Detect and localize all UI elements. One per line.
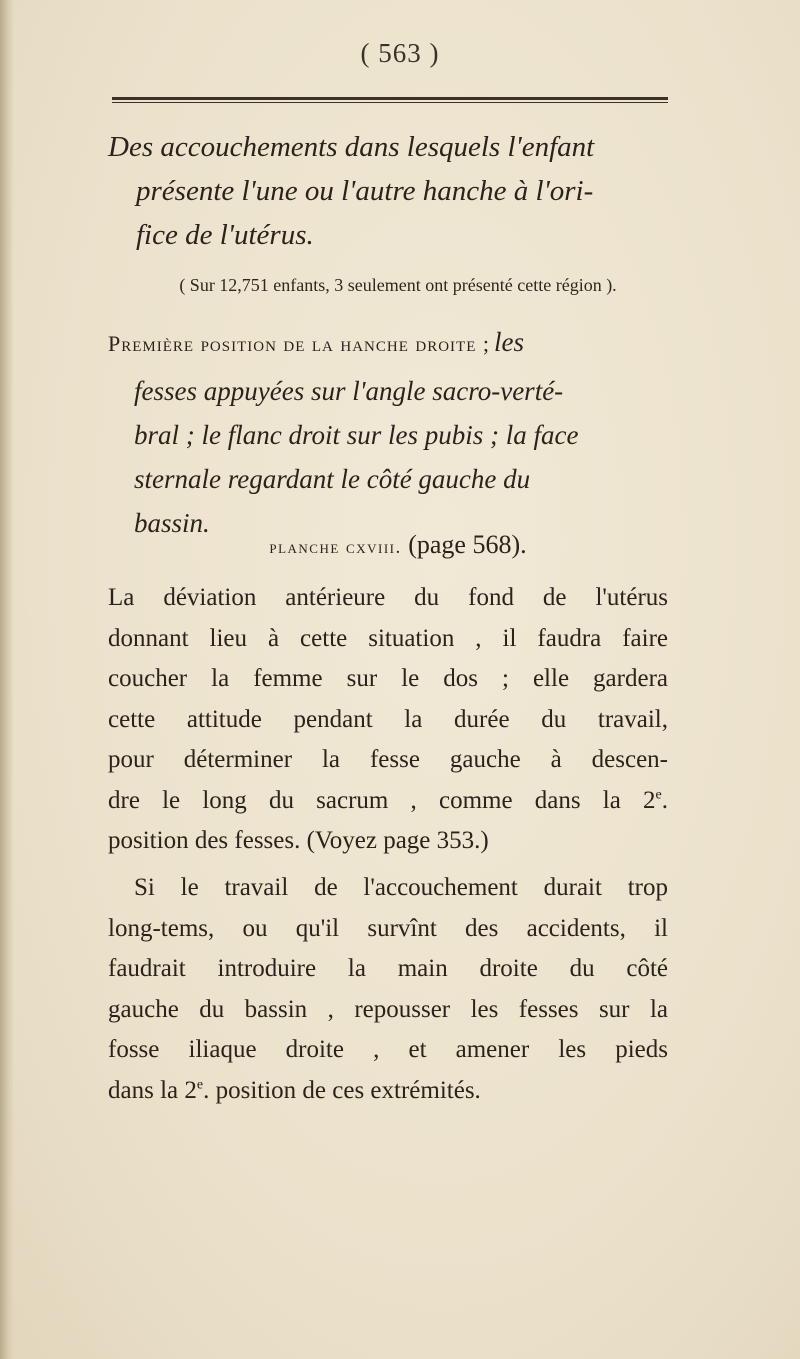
header-rule (112, 97, 668, 103)
position-heading-caps: Première position de la hanche droite ; (108, 331, 490, 356)
position-heading-line (108, 320, 688, 369)
position-heading-italic: les (494, 327, 524, 357)
paragraph-line: coucher la femme sur le dos ; elle gardera (108, 665, 668, 692)
page-binding-edge (0, 0, 14, 1359)
paragraph-line: faudrait introduire la main droite du côté (108, 955, 668, 982)
plate-page-ref: (page 568). (408, 530, 527, 559)
paragraph-text: dre le long du sacrum , comme dans la 2 (108, 786, 656, 814)
paragraph-line: position des fesses. (Voyez page 353.) (108, 827, 489, 854)
paragraph-line (108, 1071, 668, 1112)
paragraph-text: dans la 2 (108, 1076, 197, 1104)
position-heading-line: fesses appuyées sur l'angle sacro-verté- (134, 376, 564, 406)
plate-label: planche cxviii. (269, 537, 402, 558)
chapter-title (108, 125, 688, 257)
ordinal-superscript: e (655, 787, 662, 803)
paragraph-1 (108, 578, 668, 862)
paragraph-text: . (661, 786, 668, 814)
paragraph-line: fosse iliaque droite , et amener les pieds (108, 1036, 668, 1063)
paragraph-line: pour déterminer la fesse gauche à descen- (108, 746, 668, 773)
paragraph-text: . position de ces extrémités. (203, 1076, 481, 1104)
position-heading-line: sternale regardant le côté gauche du (134, 464, 531, 494)
paragraph-line (108, 781, 668, 822)
position-heading (108, 320, 688, 545)
chapter-title-line: fice de l'utérus. (136, 219, 314, 251)
statistics-note: ( Sur 12,751 enfants, 3 seulement ont présenté cette région ). (179, 275, 617, 295)
ordinal-superscript: e (196, 1077, 204, 1093)
position-heading-line: bassin. (134, 508, 210, 538)
paragraph-2 (108, 868, 668, 1111)
paragraph-line: donnant lieu à cette situation , il faudra faire (108, 624, 668, 652)
plate-reference (108, 530, 688, 560)
chapter-title-line: présente l'une ou l'autre hanche à l'ori- (136, 175, 594, 207)
paragraph-line: long-tems, ou qu'il survînt des accidents, il (108, 914, 668, 942)
paragraph-line: Si le travail de l'accouchement durait trop (134, 874, 668, 901)
page-number: ( 563 ) (360, 38, 440, 68)
paragraph-line: gauche du bassin , repousser les fesses sur la (108, 995, 668, 1023)
paragraph-line: La déviation antérieure du fond de l'utérus (108, 584, 668, 611)
chapter-title-line: Des accouchements dans lesquels l'enfant (108, 131, 595, 163)
position-heading-line: bral ; le flanc droit sur les pubis ; la face (134, 420, 579, 450)
paragraph-line: cette attitude pendant la durée du travail, (108, 705, 668, 733)
